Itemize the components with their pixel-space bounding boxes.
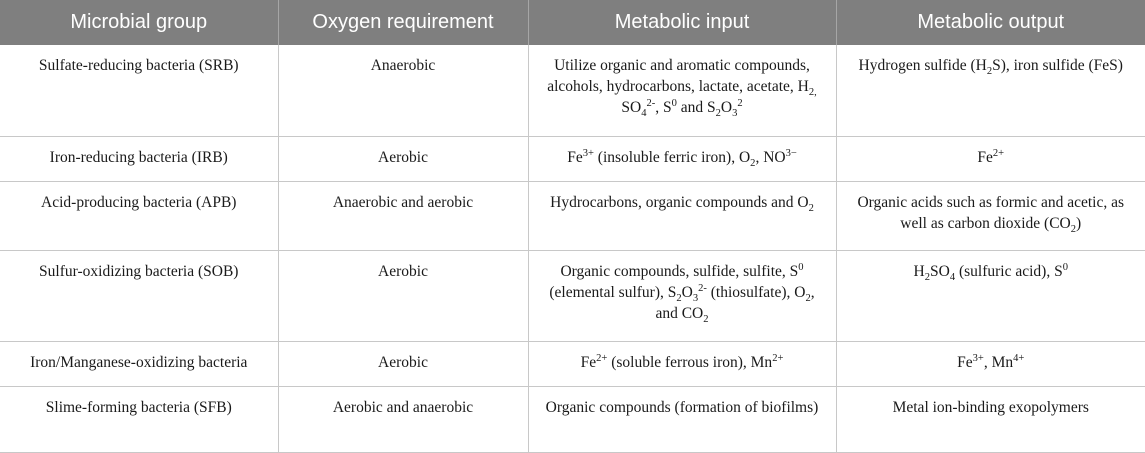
- microbial-group-cell: Sulfur-oxidizing bacteria (SOB): [0, 250, 278, 341]
- metabolic-output-cell: $Fe^{2+}$: [836, 136, 1145, 181]
- microbial-group-cell: Acid-producing bacteria (APB): [0, 181, 278, 250]
- table-row: [0, 341, 1145, 386]
- metabolic-output-cell: Hydrogen sulfide $(H_2S)$, iron sulfide (FeS): [836, 45, 1145, 136]
- oxygen-requirement-cell: Aerobic: [278, 250, 528, 341]
- microbial-group-cell: Sulfate-reducing bacteria (SRB): [0, 45, 278, 136]
- header-row: [0, 0, 1145, 45]
- metabolic-input-cell: Organic compounds (formation of biofilms): [528, 386, 836, 452]
- oxygen-requirement-cell: Anaerobic: [278, 45, 528, 136]
- table-row: [0, 45, 1145, 136]
- microbial-group-cell: Iron/Manganese-oxidizing bacteria: [0, 341, 278, 386]
- metabolic-input-cell: Organic compounds, sulfide, sulfite, $S^0$ (elemental sulfur), $S_2O_3^{2-}$ (thiosulfate), $O_2$, and $CO_2$: [528, 250, 836, 341]
- oxygen-requirement-cell: Aerobic and anaerobic: [278, 386, 528, 452]
- metabolic-output-cell: Metal ion-binding exopolymers: [836, 386, 1145, 452]
- metabolic-output-cell: Organic acids such as formic and acetic, as well as carbon dioxide $(CO_2)$: [836, 181, 1145, 250]
- microbial-group-cell: Slime-forming bacteria (SFB): [0, 386, 278, 452]
- microbial-group-cell: Iron-reducing bacteria (IRB): [0, 136, 278, 181]
- oxygen-requirement-cell: Aerobic: [278, 136, 528, 181]
- table-row: [0, 250, 1145, 341]
- oxygen-requirement-cell: Aerobic: [278, 341, 528, 386]
- metabolic-input-cell: $Fe^{3+}$ (insoluble ferric iron), $O_2$, $NO^{3-}$: [528, 136, 836, 181]
- metabolic-input-cell: Hydrocarbons, organic compounds and $O_2$: [528, 181, 836, 250]
- metabolic-output-cell: $Fe^{3+}$, $Mn^{4+}$: [836, 341, 1145, 386]
- header-metabolic-output: Metabolic output: [836, 0, 1145, 45]
- metabolic-output-cell: $H_2SO_4$ (sulfuric acid), $S^0$: [836, 250, 1145, 341]
- oxygen-requirement-cell: Anaerobic and aerobic: [278, 181, 528, 250]
- table-row: [0, 181, 1145, 250]
- metabolic-input-cell: $Fe^{2+}$ (soluble ferrous iron), $Mn^{2+}$: [528, 341, 836, 386]
- metabolic-input-cell: Utilize organic and aromatic compounds, alcohols, hydrocarbons, lactate, acetate, $H_{2,}$ $SO_4^{2-}$, $S^0$ and $S_2O_3^2$: [528, 45, 836, 136]
- table-row: [0, 136, 1145, 181]
- table-row: [0, 386, 1145, 452]
- header-microbial-group: Microbial group: [70, 11, 208, 33]
- header-oxygen-requirement: Oxygen requirement: [278, 0, 528, 45]
- header-metabolic-input: Metabolic input: [528, 0, 836, 45]
